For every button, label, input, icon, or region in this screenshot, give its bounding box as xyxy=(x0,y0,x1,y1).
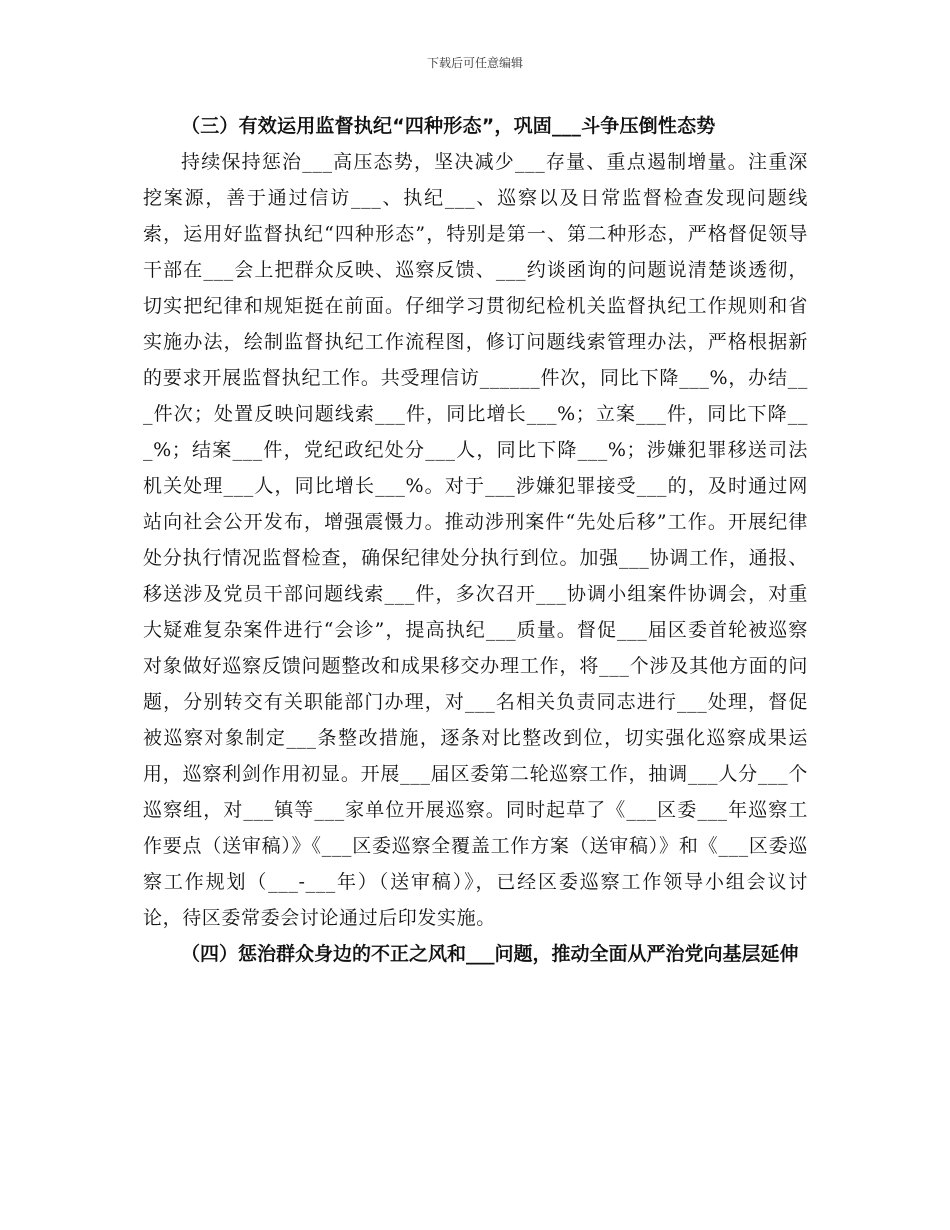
section-heading-4: （四）惩治群众身边的不正之风和___问题，推动全面从严治党向基层延伸 xyxy=(181,943,799,965)
document-body xyxy=(143,108,808,972)
section-heading-3: （三）有效运用监督执纪“四种形态”，巩固___斗争压倒性态势 xyxy=(181,115,716,137)
page-header: 下载后可任意编辑 xyxy=(426,56,523,70)
body-paragraph: 持续保持惩治___高压态势，坚决减少___存量、重点遏制增量。注重深挖案源，善于通过信访___、执纪___、巡察以及日常监督检查发现问题线索，运用好监督执纪“四种形态”，特别是第一、第二种形态，严格督促领导干部在___会上把群众反映、巡察反馈、___约谈函询的问题说清楚谈透彻，切实把纪律和规矩挺在前面。仔细学习贯彻纪检机关监督执纪工作规则和省实施办法，绘制监督执纪工作流程图，修订问题线索管理办法，严格根据新的要求开展监督执纪工作。共受理信访______件次，同比下降___%，办结___件次；处置反映问题线索___件，同比增长___%；立案___件，同比下降___%；结案___件，党纪政纪处分___人，同比下降___%；涉嫌犯罪移送司法机关处理___人，同比增长___%。对于___涉嫌犯罪接受___的，及时通过网站向社会公开发布，增强震慑力。推动涉刑案件“先处后移”工作。开展纪律处分执行情况监督检查，确保纪律处分执行到位。加强___协调工作，通报、移送涉及党员干部问题线索___件，多次召开___协调小组案件协调会，对重大疑难复杂案件进行“会诊”，提高执纪___质量。督促___届区委首轮被巡察对象做好巡察反馈问题整改和成果移交办理工作，将___个涉及其他方面的问题，分别转交有关职能部门办理，对___名相关负责同志进行___处理，督促被巡察对象制定___条整改措施，逐条对比整改到位，切实强化巡察成果运用，巡察利剑作用初显。开展___届区委第二轮巡察工作，抽调___人分___个巡察组，对___镇等___家单位开展巡察。同时起草了《___区委___年巡察工作要点（送审稿）》《___区委巡察全覆盖工作方案（送审稿）》和《___区委巡察工作规划（___-___年）（送审稿）》，已经区委巡察工作领导小组会议讨论，待区委常委会讨论通过后印发实施。 xyxy=(143,151,808,929)
